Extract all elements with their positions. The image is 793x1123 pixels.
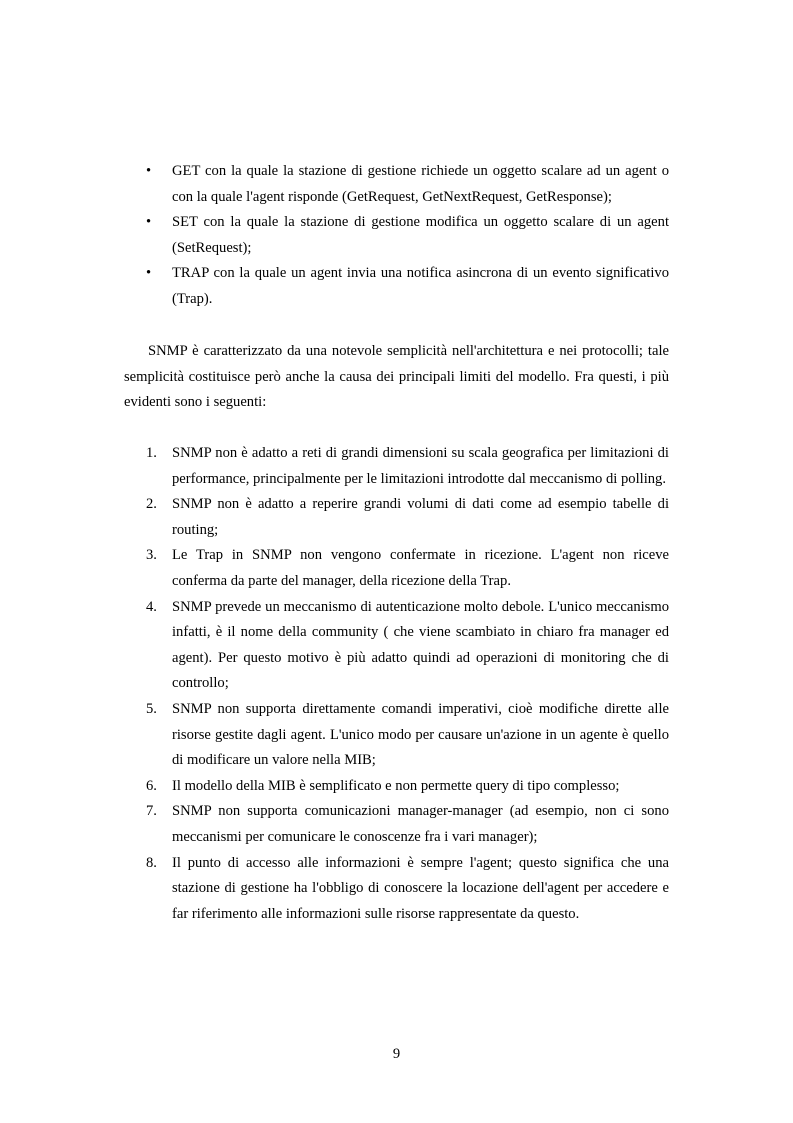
item-number: 7. (146, 803, 157, 820)
list-item-text: Le Trap in SNMP non vengono confermate in ricezione. L'agent non riceve conferma da parte del manager, della ricezione della Trap. (172, 547, 669, 589)
snmp-operations-list (146, 159, 669, 313)
list-item-text: SNMP non è adatto a reperire grandi volumi di dati come ad esempio tabelle di routing; (172, 496, 669, 538)
bullet-marker: • (146, 265, 152, 282)
bullet-marker: • (146, 214, 152, 231)
item-number: 1. (146, 445, 157, 461)
list-item-text: Il punto di accesso alle informazioni è sempre l'agent; questo significa che una stazione di gestione ha l'obbligo di conoscere la locazione dell'agent per accedere e far riferimento alle informazioni sulle risorse rappresentate da questo. (172, 854, 669, 922)
list-item-text: GET con la quale la stazione di gestione richiede un oggetto scalare ad un agent o con la quale l'agent risponde (GetRequest, GetNextRequest, GetResponse); (172, 163, 669, 205)
list-item-text: SNMP non supporta comunicazioni manager-manager (ad esempio, non ci sono meccanismi per comunicare le conoscenze fra i vari manager); (172, 803, 669, 845)
list-item (146, 159, 669, 210)
item-number: 3. (146, 547, 157, 564)
list-item (146, 441, 669, 492)
list-item-text: SET con la quale la stazione di gestione modifica un oggetto scalare di un agent (SetRequest); (172, 214, 669, 256)
body-paragraph: SNMP è caratterizzato da una notevole semplicità nell'architettura e nei protocolli; tale semplicità costituisce però anche la causa dei principali limiti del modello. Fra questi, i più evidenti sono i seguenti: (124, 343, 669, 411)
list-item (146, 210, 669, 261)
item-number: 8. (146, 854, 157, 871)
list-item (146, 261, 669, 312)
list-item (146, 799, 669, 850)
item-number: 5. (146, 700, 157, 717)
item-number: 2. (146, 496, 157, 513)
bullet-marker: • (146, 163, 152, 179)
list-item-text: Il modello della MIB è semplificato e non permette query di tipo complesso; (172, 777, 620, 794)
item-number: 6. (146, 777, 157, 794)
list-item-text: SNMP non è adatto a reti di grandi dimensioni su scala geografica per limitazioni di performance, principalmente per le limitazioni introdotte dal meccanismo di polling. (172, 445, 669, 487)
list-item (146, 543, 669, 594)
list-item (146, 595, 669, 697)
list-item-text: TRAP con la quale un agent invia una notifica asincrona di un evento significativo (Trap). (172, 265, 669, 307)
snmp-limitations-list (146, 441, 669, 927)
list-item (146, 851, 669, 928)
item-number: 4. (146, 598, 157, 615)
list-item (146, 774, 669, 800)
list-item (146, 697, 669, 774)
list-item-text: SNMP prevede un meccanismo di autenticazione molto debole. L'unico meccanismo infatti, è il nome della community ( che viene scambiato in chiaro fra manager ed agent). Per questo motivo è più adatto quindi ad operazioni di monitoring che di controllo; (172, 598, 669, 692)
list-item-text: SNMP non supporta direttamente comandi imperativi, cioè modifiche dirette alle risorse gestite dagli agent. L'unico modo per causare un'azione in un agente è quello di modificare un valore nella MIB; (172, 700, 669, 769)
list-item (146, 492, 669, 543)
page-number: 9 (392, 1046, 401, 1062)
